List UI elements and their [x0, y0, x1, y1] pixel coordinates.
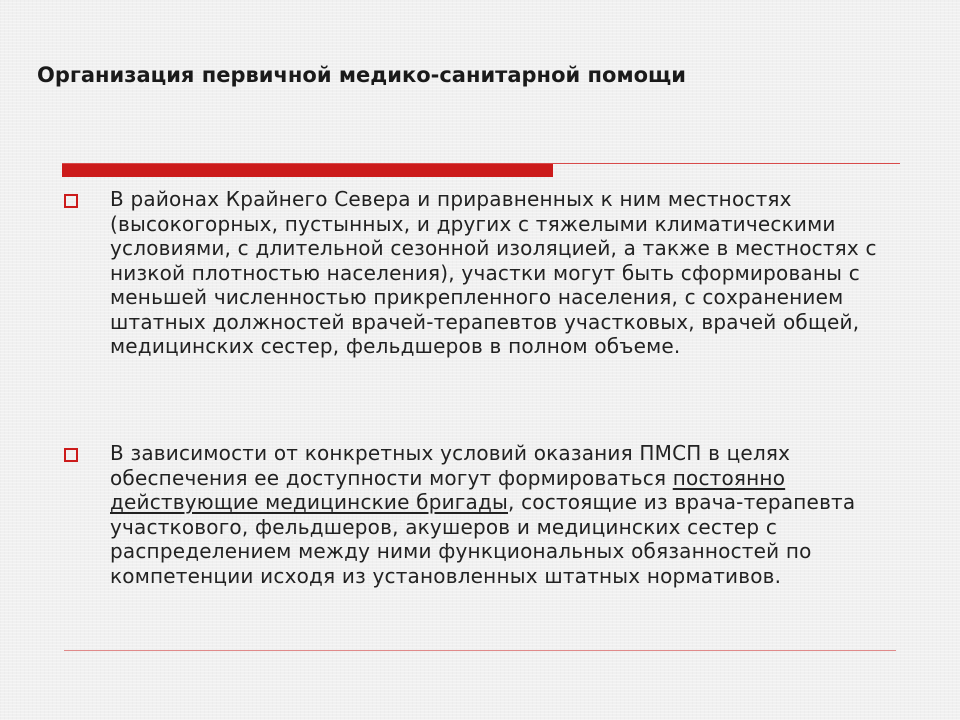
title-red-block — [62, 163, 553, 177]
title-thin-line — [62, 163, 900, 164]
bullet-text-1: В районах Крайнего Севера и приравненных к ним местностях (высокогорных, пустынных, и других с тяжелыми климатическими условиями, с длительной сезонной изоляцией, а также в местностях с низкой плотностью населения), участки могут быть сформированы с меньшей численностью прикрепленного населения, с сохранением штатных должностей врачей-терапевтов участковых, врачей общей, медицинских сестер, фельдшеров в полном объеме. — [110, 187, 877, 358]
bottom-divider — [64, 650, 896, 651]
bullet-text-2-after: , состоящие из врача-терапевта участкового, фельдшеров, акушеров и медицинских сестер с распределением между ними функциональных обязанностей по компетенции исходя из установленных штатных нормативов. — [110, 490, 856, 588]
slide-title: Организация первичной медико-санитарной помощи — [37, 63, 686, 87]
title-underline-bar — [62, 163, 900, 177]
bullet-text-2-before: В зависимости от конкретных условий оказания ПМСП в целях обеспечения ее доступности могут формироваться — [110, 441, 791, 490]
hollow-square-icon — [64, 194, 78, 208]
bullet-text-2 — [110, 441, 900, 588]
underlined-phrase: постоянно действующие медицинские бригады — [110, 465, 786, 514]
hollow-square-icon — [64, 448, 78, 462]
